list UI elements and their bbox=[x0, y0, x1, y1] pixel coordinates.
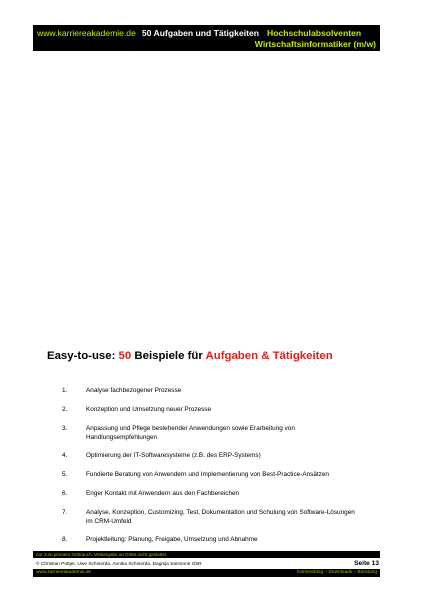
list-item-text: Enger Kontakt mit Anwendern aus den Fachbereichen bbox=[86, 490, 240, 497]
footer-authors: © Christian Püttjer, Uwe Schnierda, Annika Schnierda, Dagnija Samsone GbR bbox=[36, 562, 202, 567]
footer-nav-links[interactable]: Karriereblog – Downloads – Beratung bbox=[297, 570, 377, 575]
list-item-number: 1. bbox=[62, 387, 68, 394]
list-item-number: 6. bbox=[62, 490, 68, 497]
list-item-text: Optimierung der IT-Softwaresysteme (z.B. des ERP-Systems) bbox=[86, 452, 261, 459]
list-item-number: 5. bbox=[62, 471, 68, 478]
list-item-text: Fundierte Beratung von Anwendern und Implementierung von Best-Practice-Ansätzen bbox=[86, 471, 329, 478]
list-item-text: Analyse fachbezogener Prozesse bbox=[86, 387, 182, 394]
list-item-text: Analyse, Konzeption, Customizing, Test, Dokumentation und Schulung von Software-Lösungen im CRM-Umfeld bbox=[86, 509, 355, 525]
section-heading bbox=[47, 350, 333, 362]
heading-number: 50 bbox=[118, 350, 132, 362]
header-title: 50 Aufgaben und Tätigkeiten bbox=[141, 28, 260, 38]
header-url-link[interactable]: www.karriereakademie.de bbox=[37, 28, 136, 38]
list-item-text: Projektleitung: Planung, Freigabe, Umsetzung und Abnahme bbox=[86, 536, 258, 543]
footer-bar bbox=[33, 569, 380, 577]
list-item-number: 7. bbox=[62, 509, 68, 516]
list-item-number: 2. bbox=[62, 406, 68, 413]
list-item-text: Konzeption und Umsetzung neuer Prozesse bbox=[86, 406, 212, 413]
list-item-number: 8. bbox=[62, 536, 68, 543]
heading-part-1: Easy-to-use: bbox=[47, 350, 116, 362]
footer-notice: nur zum privaten Gebrauch, Weitergabe an Dritte nicht gestattet bbox=[33, 551, 380, 558]
list-item-text: Anpassung und Pflege bestehender Anwendungen sowie Erarbeitung von Handlungsempfehlungen bbox=[86, 425, 295, 441]
page-number: Seite 13 bbox=[354, 560, 379, 567]
heading-part-3: Aufgaben & Tätigkeiten bbox=[205, 350, 333, 362]
header-role: Wirtschaftsinformatiker (m/w) bbox=[254, 39, 376, 49]
header-audience: Hochschulabsolventen bbox=[267, 28, 362, 38]
page-header bbox=[33, 25, 380, 51]
footer-url-link[interactable]: www.karriereakademie.de bbox=[36, 570, 92, 575]
heading-part-2: Beispiele für bbox=[134, 350, 203, 362]
list-item-number: 3. bbox=[62, 425, 68, 432]
list-item-number: 4. bbox=[62, 452, 68, 459]
